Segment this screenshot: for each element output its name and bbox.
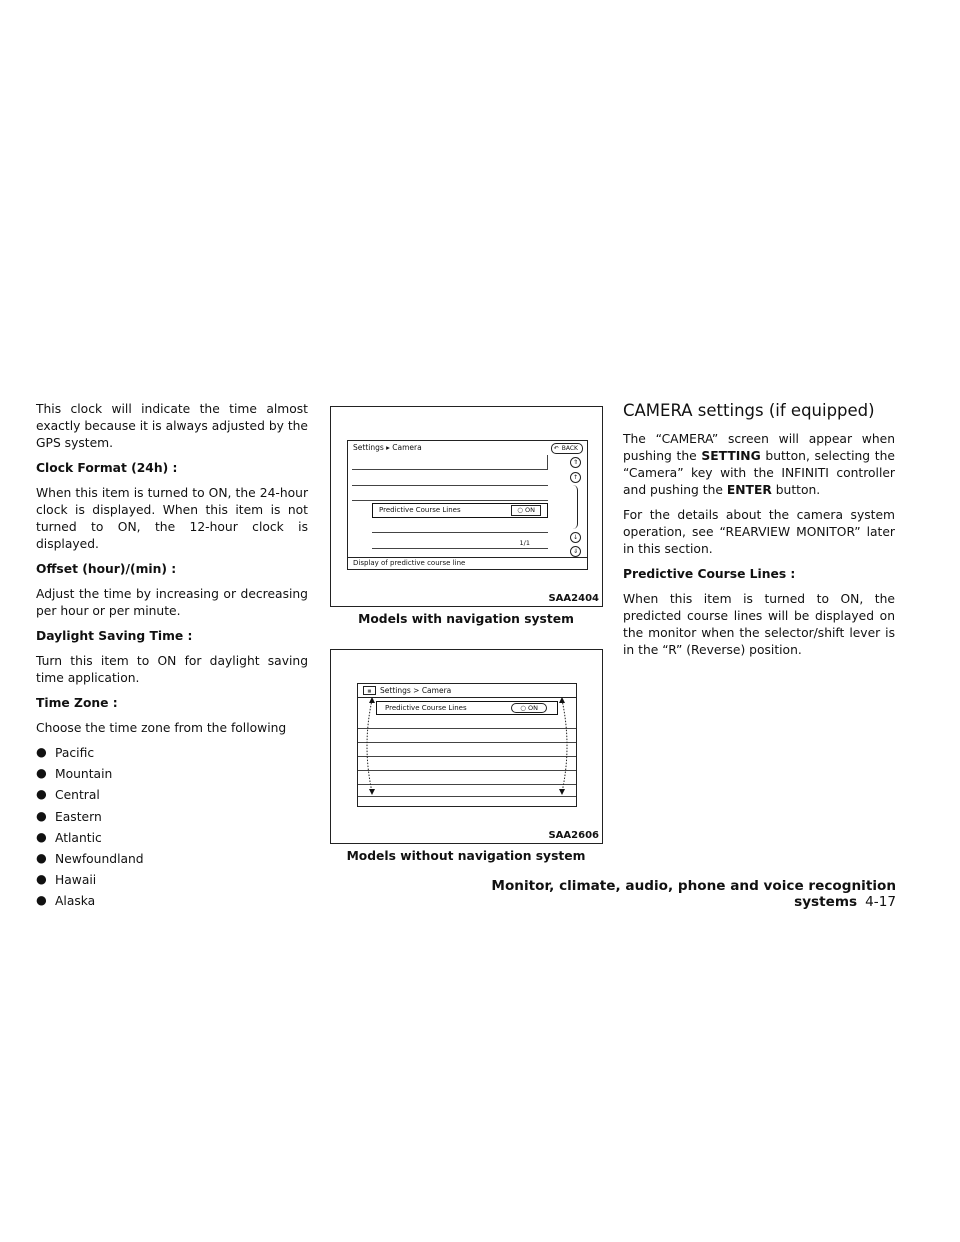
toggle-on[interactable]: ○ ON	[511, 703, 547, 713]
list-item[interactable]: Predictive Course Lines ○ ON	[372, 503, 548, 518]
indicator-icon: ○	[517, 506, 523, 514]
breadcrumb: Settings ▸ Camera	[353, 443, 422, 452]
pcl-text: When this item is turned to ON, the predicted course lines will be displayed on the monitor when the selector/shift lever is in the “R” (Reverse) position.	[623, 592, 895, 657]
page-indicator: 1/1	[519, 539, 530, 547]
title-bar: ▦ Settings > Camera	[358, 684, 576, 698]
screen-frame	[357, 683, 577, 807]
toggle-on[interactable]: ○ ON	[511, 505, 541, 516]
figure-code: SAA2404	[548, 593, 599, 604]
settings-icon: ▦	[363, 686, 376, 695]
section-title: CAMERA settings (if equipped)	[623, 401, 875, 420]
list-item: ● Atlantic	[36, 829, 102, 845]
dst-text: Turn this item to ON for daylight saving time application.	[36, 654, 308, 685]
figure-caption: Models without navigation system	[346, 849, 586, 863]
up-arrow-icon[interactable]	[559, 697, 565, 703]
right-column	[623, 401, 895, 667]
time-zone-text: Choose the time zone from the following	[36, 721, 287, 735]
indicator-icon: ○	[520, 704, 526, 712]
time-zone-list	[36, 745, 308, 915]
time-zone-heading: Time Zone :	[36, 696, 118, 710]
list-item: ● Pacific	[36, 745, 95, 760]
list-item[interactable]: Predictive Course Lines ○ ON	[376, 701, 558, 715]
screen-frame	[347, 440, 588, 570]
list-item: ● Central	[36, 787, 100, 803]
offset-text: Adjust the time by increasing or decreasing per hour or per minute.	[36, 587, 308, 618]
scroll-guides	[358, 684, 576, 806]
figure-caption: Models with navigation system	[358, 612, 574, 626]
page-number: 4-17	[865, 894, 896, 910]
scroll-down-icon[interactable]: ↓	[570, 532, 581, 543]
scrollbar[interactable]	[573, 485, 578, 529]
left-guide	[367, 700, 372, 792]
status-bar: Display of predictive course line	[348, 557, 587, 569]
list-item: ● Newfoundland	[36, 850, 144, 866]
up-arrow-icon[interactable]	[369, 697, 375, 703]
clock-format-heading: Clock Format (24h) :	[36, 461, 178, 475]
intro-text: This clock will indicate the time almost exactly because it is always adjusted by the GPS system.	[36, 402, 308, 450]
dst-heading: Daylight Saving Time :	[36, 629, 193, 643]
figure-nav-screen	[330, 406, 603, 607]
page-up-icon[interactable]: ⇑	[570, 457, 581, 468]
page-footer	[480, 878, 896, 910]
section-name: Monitor, climate, audio, phone and voice recognition systems	[491, 878, 896, 910]
list-item: ● Eastern	[36, 808, 102, 824]
camera-intro: The “CAMERA” screen will appear when pushing the SETTING button, selecting the “Camera” key with the INFINITI controller and pushing the ENTER button.	[623, 432, 895, 497]
figure-non-nav-screen	[330, 649, 603, 844]
list-item: ● Alaska	[36, 893, 96, 909]
pcl-heading: Predictive Course Lines :	[623, 567, 796, 581]
back-button[interactable]: ↶ BACK	[551, 443, 583, 454]
left-column	[36, 401, 308, 915]
back-arrow-icon: ↶	[553, 445, 559, 452]
right-guide	[562, 700, 567, 792]
page-down-icon[interactable]: ⇓	[570, 546, 581, 557]
list-area	[352, 455, 548, 553]
list-item: ● Hawaii	[36, 872, 97, 888]
offset-heading: Offset (hour)/(min) :	[36, 562, 177, 576]
down-arrow-icon[interactable]	[369, 789, 375, 795]
camera-details: For the details about the camera system operation, see “REARVIEW MONITOR” later in this section.	[623, 508, 895, 556]
scroll-up-icon[interactable]: ↑	[570, 472, 581, 483]
list-item: ● Mountain	[36, 766, 113, 782]
clock-format-text: When this item is turned to ON, the 24-hour clock is displayed. When this item is not turned to ON, the 12-hour clock is displayed.	[36, 486, 308, 551]
figure-code: SAA2606	[548, 830, 599, 841]
down-arrow-icon[interactable]	[559, 789, 565, 795]
